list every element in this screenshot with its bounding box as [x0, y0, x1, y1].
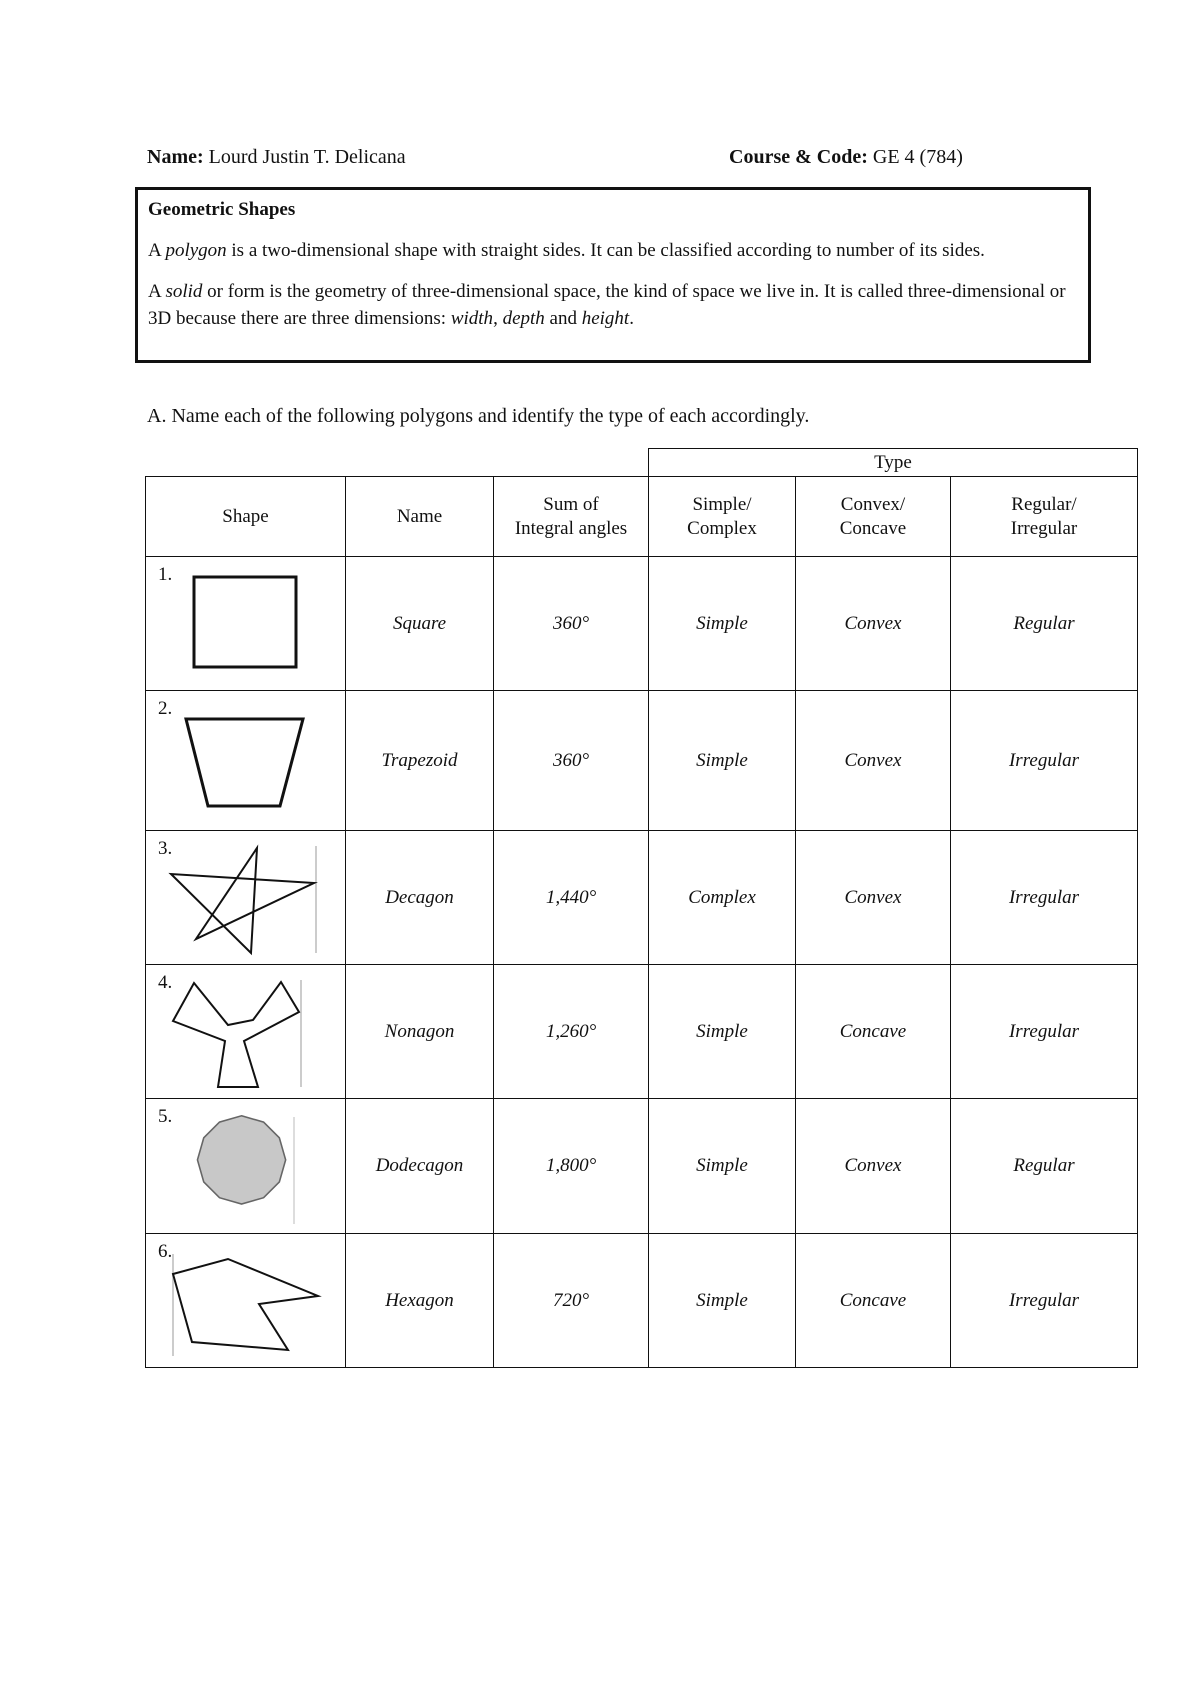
header: [147, 146, 1097, 176]
shape-name: Decagon: [346, 831, 494, 965]
course-field: [729, 146, 963, 169]
type-header: Type: [649, 449, 1138, 477]
shape-cell: [146, 557, 346, 691]
name-value: Lourd Justin T. Delicana: [208, 146, 406, 168]
simple-complex: Simple: [649, 965, 796, 1099]
shape-cell: [146, 1234, 346, 1368]
col-regular: [951, 477, 1138, 557]
course-value: GE 4 (784): [872, 146, 963, 168]
type-header-row: [146, 449, 1138, 477]
row-number: 5.: [158, 1106, 173, 1127]
text: .: [629, 308, 634, 329]
table-row: [146, 691, 1138, 831]
angle-sum: 1,440°: [494, 831, 649, 965]
angle-sum: 360°: [494, 691, 649, 831]
instruction: A. Name each of the following polygons and identify the type of each accordingly.: [147, 405, 810, 427]
angle-sum: 360°: [494, 557, 649, 691]
term-polygon: polygon: [165, 240, 227, 261]
shape-name: Hexagon: [346, 1234, 494, 1368]
row-number: 3.: [158, 838, 173, 859]
convex-concave: Convex: [796, 691, 951, 831]
shape-name: Square: [346, 557, 494, 691]
col-simple-line2: Complex: [687, 517, 757, 539]
convex-concave: Concave: [796, 1234, 951, 1368]
nonagon-icon: [146, 965, 346, 1099]
text: A: [148, 281, 166, 302]
regular-irregular: Irregular: [951, 831, 1138, 965]
simple-complex: Simple: [649, 691, 796, 831]
solid-definition: [148, 278, 1078, 332]
col-name: Name: [346, 477, 494, 557]
polygon-table: [145, 448, 1138, 1368]
column-header-row: [146, 477, 1138, 557]
shape-cell: [146, 1099, 346, 1234]
angle-sum: 720°: [494, 1234, 649, 1368]
table-row: [146, 965, 1138, 1099]
shape-name: Nonagon: [346, 965, 494, 1099]
simple-complex: Simple: [649, 1234, 796, 1368]
shape-cell: [146, 831, 346, 965]
convex-concave: Convex: [796, 831, 951, 965]
col-convex-line1: Convex/: [840, 493, 906, 515]
box-title: Geometric Shapes: [148, 199, 296, 220]
col-regular-line1: Regular/: [1011, 493, 1077, 515]
table-row: [146, 831, 1138, 965]
blank-cell: [146, 449, 649, 477]
name-field: [147, 146, 406, 169]
row-number: 6.: [158, 1241, 173, 1262]
simple-complex: Simple: [649, 1099, 796, 1234]
dodecagon-icon: [146, 1099, 346, 1234]
regular-irregular: Regular: [951, 557, 1138, 691]
regular-irregular: Regular: [951, 1099, 1138, 1234]
shape-cell: [146, 965, 346, 1099]
col-simple-line1: Simple/: [692, 493, 752, 515]
text: ,: [493, 308, 503, 329]
shape-name: Trapezoid: [346, 691, 494, 831]
col-shape: Shape: [146, 477, 346, 557]
row-number: 4.: [158, 972, 173, 993]
hexagon-icon: [146, 1234, 346, 1368]
square-icon: [146, 557, 346, 691]
simple-complex: Simple: [649, 557, 796, 691]
course-label: Course & Code:: [729, 146, 868, 168]
col-simple: [649, 477, 796, 557]
term-height: height: [581, 308, 630, 329]
row-number: 1.: [158, 564, 173, 585]
col-sum-line1: Sum of: [543, 493, 599, 515]
convex-concave: Convex: [796, 1099, 951, 1234]
regular-irregular: Irregular: [951, 691, 1138, 831]
definition-box: [135, 187, 1091, 363]
shape-name: Dodecagon: [346, 1099, 494, 1234]
polygon-definition: [148, 237, 1078, 264]
shape-cell: [146, 691, 346, 831]
angle-sum: 1,260°: [494, 965, 649, 1099]
regular-irregular: Irregular: [951, 965, 1138, 1099]
name-label: Name:: [147, 146, 204, 168]
col-regular-line2: Irregular: [1010, 517, 1078, 539]
row-number: 2.: [158, 698, 173, 719]
convex-concave: Convex: [796, 557, 951, 691]
table-row: [146, 557, 1138, 691]
text: is a two-dimensional shape with straight sides. It can be classified according to number of its sides.: [226, 240, 985, 261]
term-width: width: [450, 308, 494, 329]
text: A: [148, 240, 166, 261]
table-row: [146, 1099, 1138, 1234]
text: and: [544, 308, 582, 329]
text: or form is the geometry of three-dimensional space, the kind of space we live in. It is called three-dimensional or 3D because there are three dimensions:: [148, 281, 1066, 329]
table-row: [146, 1234, 1138, 1368]
convex-concave: Concave: [796, 965, 951, 1099]
angle-sum: 1,800°: [494, 1099, 649, 1234]
regular-irregular: Irregular: [951, 1234, 1138, 1368]
star-decagon-icon: [146, 831, 346, 965]
col-convex: [796, 477, 951, 557]
col-sum-line2: Integral angles: [514, 517, 628, 539]
simple-complex: Complex: [649, 831, 796, 965]
col-sum: [494, 477, 649, 557]
trapezoid-icon: [146, 691, 346, 831]
term-depth: depth: [502, 308, 545, 329]
term-solid: solid: [165, 281, 203, 302]
col-convex-line2: Concave: [839, 517, 907, 539]
